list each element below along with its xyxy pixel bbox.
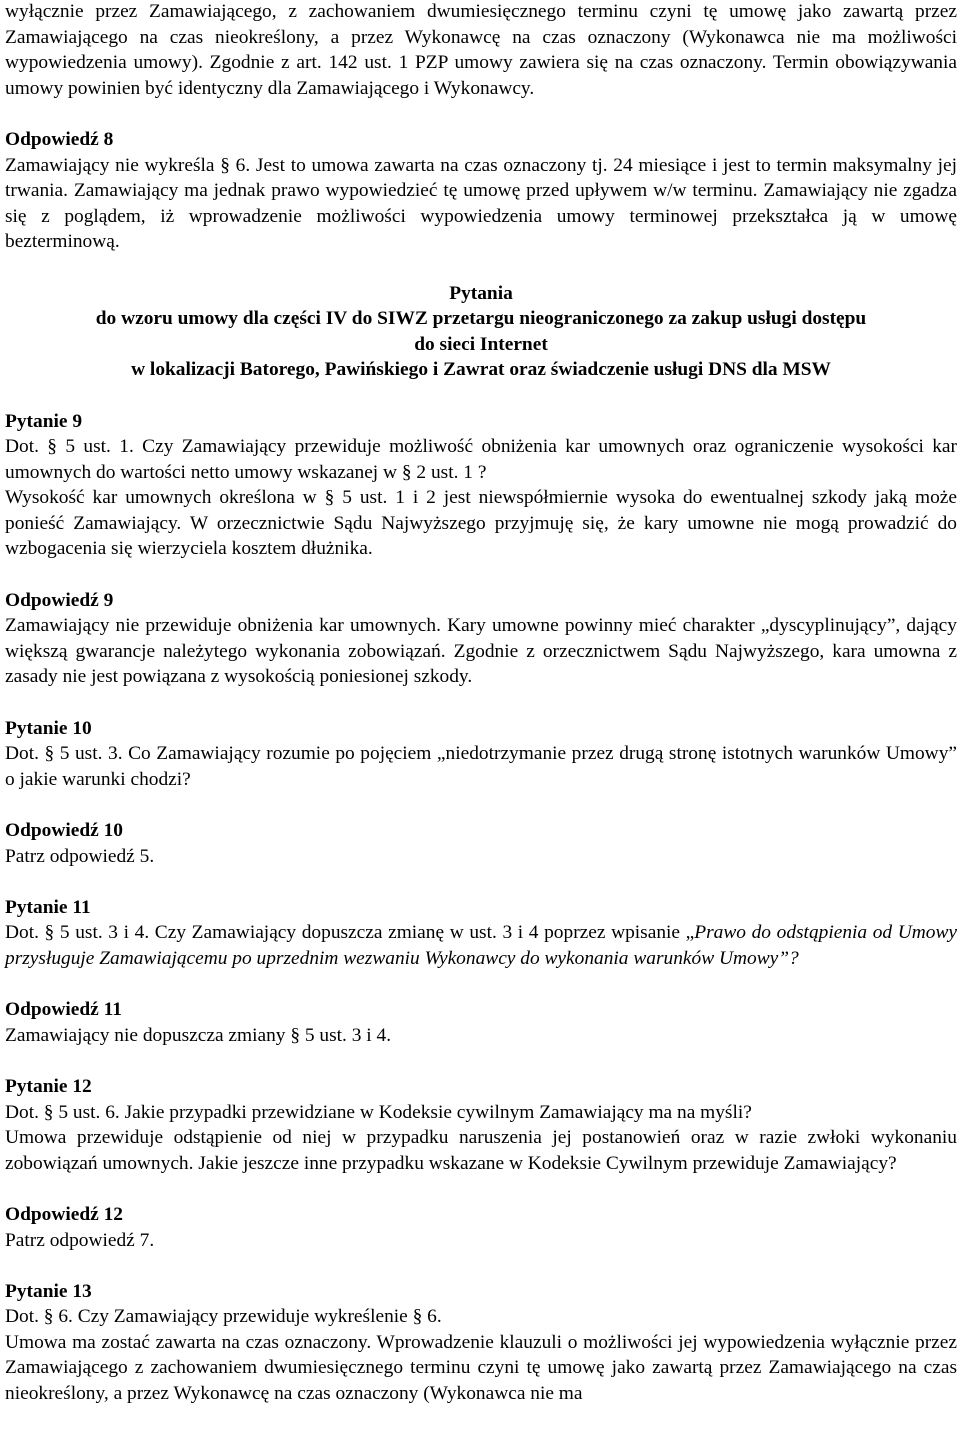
question-12-text-1: Dot. § 5 ust. 6. Jakie przypadki przewidziane w Kodeksie cywilnym Zamawiający ma na myśli?: [5, 1101, 752, 1123]
answer-8-text: Zamawiający nie wykreśla § 6. Jest to umowa zawarta na czas oznaczony tj. 24 miesiące i jest to termin maksymalny jej trwania. Zamawiający ma jednak prawo wypowiedzieć tę umowę przed upływem w/w terminu. Zamawiający nie zgadza się z poglądem, iż wprowadzenie możliwości wypowiedzenia umowy terminowej przekształca ją w umowę bezterminową.: [5, 154, 957, 253]
answer-9-heading: Odpowiedź 9: [5, 589, 114, 611]
section-subtitle-line-3: w lokalizacji Batorego, Pawińskiego i Zawrat oraz świadczenie usługi DNS dla MSW: [131, 359, 831, 381]
question-10-text: Dot. § 5 ust. 3. Co Zamawiający rozumie po pojęciem „niedotrzymanie przez drugą stronę istotnych warunków Umowy” o jakie warunki chodzi?: [5, 743, 957, 790]
question-13-text-2: Umowa ma zostać zawarta na czas oznaczony. Wprowadzenie klauzuli o możliwości jej wypowiedzenia wyłącznie przez Zamawiającego z zachowaniem dwumiesięcznego terminu czyni tę umowę jako zawartą przez Zamawiającego na czas nieokreślony, a przez Wykonawcę na czas oznaczony (Wykonawca nie ma: [5, 1331, 957, 1405]
answer-11-heading: Odpowiedź 11: [5, 999, 122, 1021]
answer-8-heading: Odpowiedź 8: [5, 128, 114, 150]
answer-10-heading: Odpowiedź 10: [5, 820, 123, 841]
question-9-text-2: Wysokość kar umownych określona w § 5 ust. 1 i 2 jest niewspółmiernie wysoka do ewentualnej szkody jaką może ponieść Zamawiający. W orzecznictwie Sądu Najwyższego przyjmuję się, że kary umowne nie mogą prowadzić do wzbogacenia się wierzyciela kosztem dłużnika.: [5, 487, 957, 560]
question-13-text-1: Dot. § 6. Czy Zamawiający przewiduje wykreślenie § 6.: [5, 1306, 442, 1328]
section-title: Pytania: [449, 282, 513, 304]
section-subtitle-line-2: do sieci Internet: [414, 333, 548, 355]
answer-12-text: Patrz odpowiedź 7.: [5, 1229, 155, 1251]
question-11-text-italic: Prawo do odstąpienia od Umowy przysługuje Zamawiającemu po uprzednim wezwaniu Wykonawcy do wykonania warunków Umowy”?: [5, 922, 957, 969]
question-13-heading: Pytanie 13: [5, 1280, 92, 1302]
document-page: [5, 0, 957, 1407]
intro-paragraph: wyłącznie przez Zamawiającego, z zachowaniem dwumiesięcznego terminu czyni tę umowę jako zawartą przez Zamawiającego na czas nieokreślony, a przez Wykonawcę na czas oznaczony (Wykonawca nie ma możliwości wypowiedzenia umowy). Zgodnie z art. 142 ust. 1 PZP umowy zawiera się na czas oznaczony. Termin obowiązywania umowy powinien być identyczny dla Zamawiającego i Wykonawcy.: [5, 1, 957, 99]
answer-12-heading: Odpowiedź 12: [5, 1203, 123, 1225]
question-11-text-plain: Dot. § 5 ust. 3 i 4. Czy Zamawiający dopuszcza zmianę w ust. 3 i 4 poprzez wpisanie „: [5, 922, 695, 944]
question-12-heading: Pytanie 12: [5, 1075, 92, 1097]
question-10-heading: Pytanie 10: [5, 717, 92, 739]
question-9-heading: Pytanie 9: [5, 410, 83, 432]
answer-10-text: Patrz odpowiedź 5.: [5, 845, 155, 867]
answer-9-text: Zamawiający nie przewiduje obniżenia kar umownych. Kary umowne powinny mieć charakter „dyscyplinujący”, dający większą gwarancje należytego wykonania zobowiązań. Zgodnie z orzecznictwem Sądu Najwyższego, kara umowna z zasady nie jest powiązana z wysokością poniesionej szkody.: [5, 615, 957, 688]
question-12-text-2: Umowa przewiduje odstąpienie od niej w przypadku naruszenia jej postanowień oraz w razie zwłoki wykonaniu zobowiązań umownych. Jakie jeszcze inne przypadku wskazane w Kodeksie Cywilnym przewiduje Zamawiający?: [5, 1127, 957, 1174]
question-9-text-1: Dot. § 5 ust. 1. Czy Zamawiający przewiduje możliwość obniżenia kar umownych oraz ograniczenie wysokości kar umownych do wartości netto umowy wskazanej w § 2 ust. 1 ?: [5, 436, 957, 483]
question-11-heading: Pytanie 11: [5, 896, 91, 918]
answer-11-text: Zamawiający nie dopuszcza zmiany § 5 ust. 3 i 4.: [5, 1024, 392, 1046]
question-11-text: [5, 920, 957, 971]
section-subtitle-line-1: do wzoru umowy dla części IV do SIWZ przetargu nieograniczonego za zakup usługi dostępu: [95, 308, 867, 330]
